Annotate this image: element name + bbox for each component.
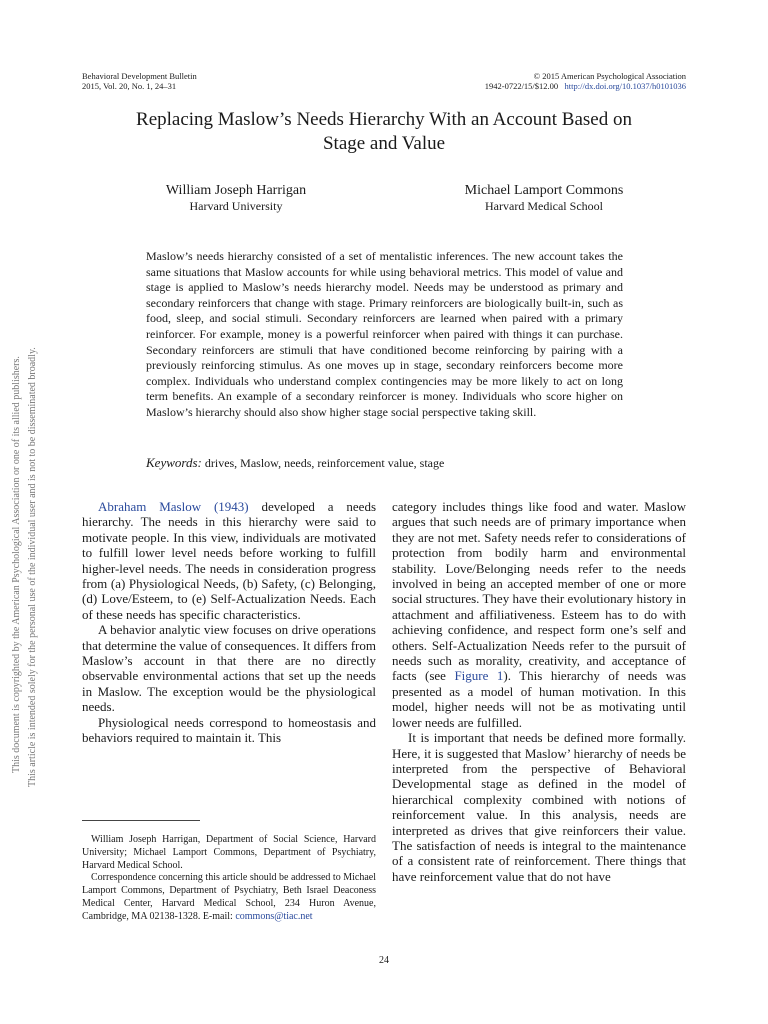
paragraph: Physiological needs correspond to homeostasis and behaviors required to maintain it. This xyxy=(82,714,376,746)
abstract: Maslow’s needs hierarchy consisted of a set of mentalistic inferences. The new account takes the same situations that Maslow accounts for while using behavioral metrics. This model of value and stage is applied to Maslow’s needs hierarchy model. Needs may be understood as primary and secondary reinforcers that change with stage. Primary reinforcers are biologically built-in, such as food, sleep, and social stimuli. Secondary reinforcers are learned when paired with a primary reinforcer. For example, money is a powerful reinforcer when paired with things it can purchase. Secondary reinforcers are stimuli that have conditioned become reinforcing by pairing with a previously reinforcing stimulus. As one moves up in stage, secondary reinforcers become more complex. Individuals who understand complex contingencies may be more likely to act on long term benefits. An example of a secondary reinforcer is money. Individuals who score higher on Maslow’s hierarchy should also show higher stage social perspective taking skill. xyxy=(146,249,623,419)
journal-header xyxy=(82,71,197,91)
paragraph: It is important that needs be defined more formally. Here, it is suggested that Maslow’ hierarchy of needs be interpreted from the perspective of Behavioral Developmental stage as defined in the model of hierarchical complexity combined with notions of reinforcement value. In this analysis, needs are interpreted as drives that give reinforcers their value. The satisfaction of needs is integral to the maintenance of a consistent rate of reinforcement. There things that have reinforcement value that do not have xyxy=(392,730,686,884)
keywords-list: drives, Maslow, needs, reinforcement value, stage xyxy=(204,456,445,470)
author-2-affiliation: Harvard Medical School xyxy=(485,199,603,213)
title-line-2: Stage and Value xyxy=(322,133,446,154)
paragraph: A behavior analytic view focuses on drive operations that determine the value of consequences. It differs from Maslow’s account in that there are no directly observable environmental actions that set up the needs in Maslow. The exception would be the physiological needs. xyxy=(82,622,376,715)
article-title xyxy=(70,108,698,156)
footnote-affiliations: William Joseph Harrigan, Department of Social Science, Harvard University; Michael Lamport Commons, Department of Psychiatry, Harvard Medical School. xyxy=(82,834,376,871)
author-1 xyxy=(136,182,336,214)
title-line-1: Replacing Maslow’s Needs Hierarchy With an Account Based on xyxy=(136,109,632,130)
author-2-name: Michael Lamport Commons xyxy=(464,183,624,198)
copyright-header xyxy=(485,71,686,91)
body-left-column xyxy=(82,499,376,746)
sidebar-copyright-line-2: This article is intended solely for the personal use of the individual user and is not to be disseminated broadly. xyxy=(27,347,38,787)
body-right-column xyxy=(392,499,686,884)
footnote-correspondence xyxy=(82,872,376,923)
paragraph-text: ). This hierarchy of needs was presented as a model of human motivation. In this model, higher needs will not be as motivating until lower needs are fulfilled. xyxy=(392,668,687,730)
figure-1-link[interactable]: Figure 1 xyxy=(454,668,504,684)
footnote-text: Correspondence concerning this article should be addressed to Michael Lamport Commons, Department of Psychiatry, Beth Israel Deaconess Medical Center, Harvard Medical School, 234 Huron Avenue, Cambridge, MA 02138-1328. E-mail: xyxy=(82,872,376,922)
copyright-line: © 2015 American Psychological Association xyxy=(533,71,686,81)
page-number: 24 xyxy=(379,955,389,966)
paragraph-text: category includes things like food and water. Maslow argues that such needs are of primary importance when they are not met. Safety needs refer to considerations of protection from bodily harm and environmental stability. Love/Belonging needs refer to the needs involved in being an accepted member of one or more social structures. They have their evolutionary history in attachment and affiliativeness. Esteem has to do with achieving confidence, and respect form one’s self and others. Self-Actualization Needs refer to the pursuit of needs such as morality, creativity, and acceptance of facts (see xyxy=(392,499,686,684)
issn: 1942-0722/15/$12.00 xyxy=(484,81,559,91)
author-2 xyxy=(432,182,656,214)
journal-citation: 2015, Vol. 20, No. 1, 24–31 xyxy=(82,81,177,91)
maslow-citation-link[interactable]: Abraham Maslow (1943) xyxy=(98,499,249,514)
paragraph xyxy=(392,499,686,730)
paragraph-text: developed a needs hierarchy. The needs in this hierarchy were said to motivate people. In this view, individuals are motivated to fulfill lower level needs before working to fulfill higher-level needs. The needs in consideration progress from (a) Physiological Needs, (b) Safety, (c) Belonging, (d) Love/Esteem, to (e) Self-Actualization Needs. Each of these needs has specific characteristics. xyxy=(82,499,377,622)
paragraph xyxy=(82,499,376,622)
footnote-rule xyxy=(82,820,200,821)
email-link[interactable]: commons@tiac.net xyxy=(235,910,313,922)
author-1-name: William Joseph Harrigan xyxy=(165,183,307,198)
footnotes xyxy=(82,834,376,924)
issn-doi-line xyxy=(485,81,686,91)
sidebar-copyright-line-1: This document is copyrighted by the American Psychological Association or one of its allied publishers. xyxy=(11,356,22,773)
keywords xyxy=(146,455,444,471)
doi-link[interactable]: http://dx.doi.org/10.1037/h0101036 xyxy=(564,81,686,91)
author-1-affiliation: Harvard University xyxy=(189,199,283,213)
journal-name: Behavioral Development Bulletin xyxy=(82,71,197,81)
keywords-label: Keywords: xyxy=(146,455,202,470)
